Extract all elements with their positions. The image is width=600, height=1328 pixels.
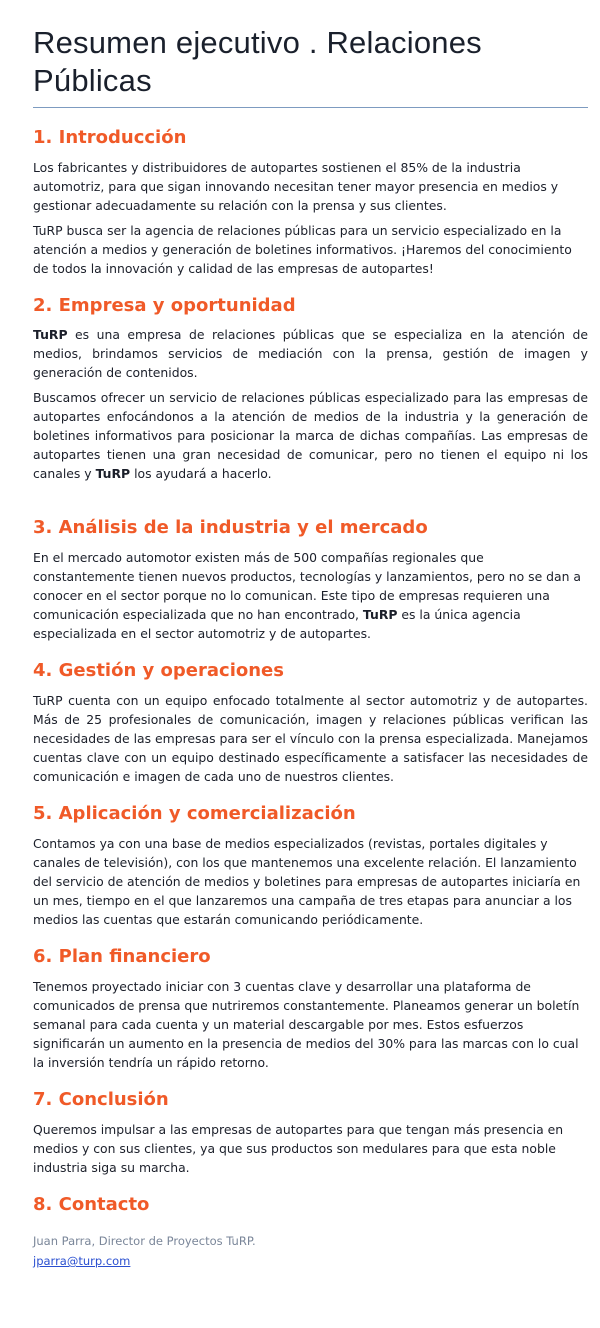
section-plan-financiero [33,945,588,1072]
paragraph [33,548,588,643]
brand-name: TuRP [95,466,131,481]
contact-name: Juan Parra, Director de Proyectos TuRP. [33,1234,256,1248]
page-title: Resumen ejecutivo . Relaciones Públicas [33,25,482,98]
section-heading: 6. Plan financiero [33,946,211,967]
paragraph: Los fabricantes y distribuidores de autopartes sostienen el 85% de la industria automotriz, para que sigan innovando necesitan tener mayor presencia en medios y gestionar adecuadamente su relación con la prensa y sus clientes. [33,160,559,213]
brand-name: TuRP [362,607,398,622]
section-aplicacion [33,802,588,929]
email-link[interactable]: jparra@turp.com [33,1254,131,1268]
paragraph-text: Buscamos ofrecer un servicio de relaciones públicas especializado para las empresas de autopartes enfocándonos a la atención de medios de la industria y la generación de boletines informativos para posicionar la marca de dichas compañías. Las empresas de autopartes tienen una gran necesidad de comunicar, pero no tienen el equipo ni los canales y [33,390,588,481]
section-introduccion [33,126,588,278]
section-heading: 1. Introducción [33,127,187,148]
section-heading: 3. Análisis de la industria y el mercado [33,517,428,538]
brand-name: TuRP [33,327,68,342]
section-heading: 2. Empresa y oportunidad [33,295,296,316]
title-divider [33,107,588,108]
paragraph: Contamos ya con una base de medios especializados (revistas, portales digitales y canales de televisión), con los que mantenemos una excelente relación. El lanzamiento del servicio de atención de medios y boletines para empresas de autopartes iniciaría en un mes, tiempo en el que lanzaremos una campaña de tres etapas para anunciar a los medios las cuentas que estarán comunicando periódicamente. [33,836,581,927]
paragraph: TuRP cuenta con un equipo enfocado totalmente al sector automotriz y de autopartes. Más de 25 profesionales de comunicación, imagen y relaciones públicas verifican las necesidades de las empresas para ser el vínculo con la prensa especializada. Manejamos cuentas clave con un equipo destinado específicamente a satisfacer las necesidades de comunicación e imagen de cada uno de nuestros clientes. [33,693,588,784]
paragraph: Queremos impulsar a las empresas de autopartes para que tengan más presencia en medios y con sus clientes, ya que sus productos son medulares para que esta noble industria siga su marcha. [33,1122,564,1175]
paragraph: TuRP busca ser la agencia de relaciones públicas para un servicio especializado en la atención a medios y generación de boletines informativos. ¡Haremos del conocimiento de todos la innovación y calidad de las empresas de autopartes! [33,223,572,276]
paragraph-text: es la única agencia especializada en el sector automotriz y de autopartes. [33,607,521,641]
paragraph [33,388,588,483]
section-empresa [33,294,588,483]
section-contacto [33,1193,588,1270]
section-heading: 5. Aplicación y comercialización [33,803,356,824]
paragraph-text: los ayudará a hacerlo. [130,466,272,481]
paragraph-text: es una empresa de relaciones públicas que se especializa en la atención de medios, brindamos servicios de mediación con la prensa, gestión de imagen y generación de contenidos. [33,327,588,380]
section-conclusion [33,1088,588,1177]
paragraph-text: En el mercado automotor existen más de 500 compañías regionales que constantemente tienen nuevos productos, tecnologías y lanzamientos, pero no se dan a conocer en el sector porque no lo comunican. Este tipo de empresas requieren una comunicación especializada que no han encontrado, [33,550,581,622]
paragraph: Tenemos proyectado iniciar con 3 cuentas clave y desarrollar una plataforma de comunicados de prensa que nutriremos constantemente. Planeamos generar un boletín semanal para cada cuenta y un material descargable por mes. Estos esfuerzos significarán un aumento en la presencia de medios del 30% para las marcas con lo cual la inversión tendría un rápido retorno. [33,979,580,1070]
paragraph [33,325,588,382]
section-heading: 4. Gestión y operaciones [33,660,284,681]
section-analisis [33,516,588,643]
section-gestion [33,659,588,786]
section-heading: 7. Conclusión [33,1089,169,1110]
section-heading: 8. Contacto [33,1194,150,1215]
